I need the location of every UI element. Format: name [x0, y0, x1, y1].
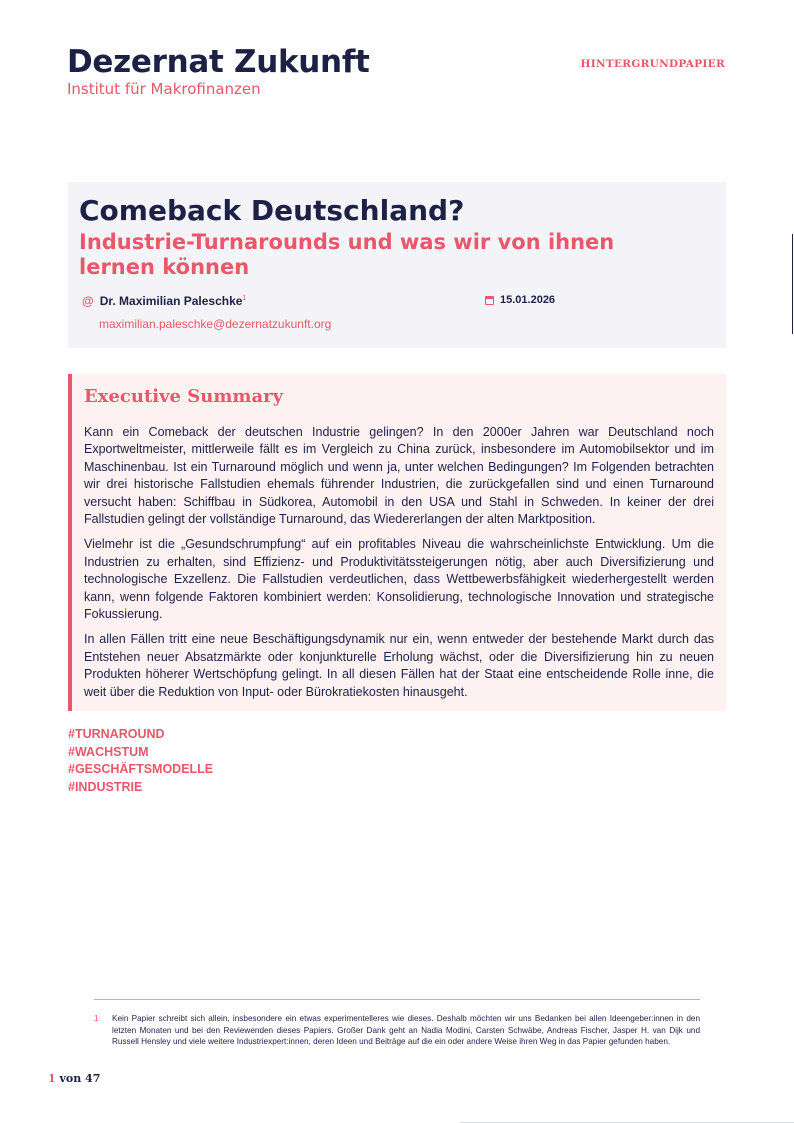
- footnote-mark[interactable]: 1: [242, 295, 247, 302]
- summary-paragraph: In allen Fällen tritt eine neue Beschäftigungsdynamik nur ein, wenn entweder der bestehende Markt durch das Entstehen neuer Absatzmärkte oder konjunkturelle Erholung wächst, oder die Diversifizierung hin zu neuen Produkten höherer Wertschöpfung gelingt. In all diesen Fällen hat der Staat eine entscheidende Rolle inne, die weit über die Reduktion von Input- oder Bürokratiekosten hinausgeht.: [84, 632, 714, 699]
- page-number: [48, 1072, 100, 1085]
- author-name: [100, 294, 247, 308]
- footnote-divider: [94, 999, 700, 1000]
- calendar-icon: [485, 296, 494, 305]
- tag-geschaeftsmodelle[interactable]: #GESCHÄFTSMODELLE: [68, 762, 214, 776]
- summary-heading: Executive Summary: [84, 386, 284, 407]
- author-email-link[interactable]: maximilian.paleschke@dezernatzukunft.org: [99, 317, 332, 331]
- date-row: [485, 294, 555, 306]
- page-title: Comeback Deutschland?: [79, 194, 465, 227]
- logo-title: Dezernat Zukunft: [67, 44, 370, 80]
- tag-turnaround[interactable]: #TURNAROUND: [68, 727, 165, 741]
- summary-body: [84, 424, 714, 709]
- page-subtitle: Industrie-Turnarounds und was wir von ihnen lernen können: [79, 230, 615, 279]
- tag-list: [68, 726, 213, 796]
- summary-paragraph: Kann ein Comeback der deutschen Industrie gelingen? In den 2000er Jahren war Deutschland noch Exportweltmeister, mittlerweile fällt es im Vergleich zu China zurück, insbesondere im Automobilsektor und im Maschinenbau. Ist ein Turnaround möglich und wenn ja, unter welchen Bedingungen? Im Folgenden betrachten wir drei historische Fallstudien ehemals führender Industrien, die zurückgefallen sind und einen Turnaround versucht haben: Schiffbau in Südkorea, Automobil in den USA und Stahl in Schweden. In keiner der drei Fallstudien gelingt der vollständige Turnaround, das Wiedererlangen der alten Marktposition.: [84, 425, 714, 527]
- tag-industrie[interactable]: #INDUSTRIE: [68, 779, 143, 794]
- executive-summary: [68, 374, 726, 711]
- author-row: [82, 294, 246, 308]
- author-name-text: Dr. Maximilian Paleschke: [99, 294, 243, 308]
- footnote: [94, 1013, 700, 1048]
- footnote-text: Kein Papier schreibt sich allein, insbesondere ein etwas experimentelleres wie dieses. Deshalb möchten wir uns Bedanken bei allen Ideengeber:innen in den letzten Monaten und bei den Reviewenden dieses Papiers. Großer Dank geht an Nadia Modini, Carsten Schwäbe, Andreas Fischer, Jasper H. van Dijk und Russell Hensley und viele weitere Industriexpert:innen, deren Ideen und Beiträge auf die ein oder andere Weise ihren Weg in das Papier gefunden haben.: [112, 1014, 700, 1046]
- footnote-number: 1: [94, 1014, 99, 1023]
- logo-subtitle: Institut für Makrofinanzen: [67, 80, 261, 98]
- summary-paragraph: Vielmehr ist die „Gesundschrumpfung“ auf ein profitables Niveau die wahrscheinlichste Entwicklung. Um die Industrien zu erhalten, sind Effizienz- und Produktivitätssteigerungen nötig, aber auch Diversifizierung und technologische Exzellenz. Die Fallstudien verdeutlichen, dass Wettbewerbsfähigkeit wiederhergestellt werden kann, wenn folgende Faktoren kombiniert werden: Konsolidierung, technologische Innovation und strategische Fokussierung.: [84, 537, 714, 622]
- document-type-label: HINTERGRUNDPAPIER: [580, 58, 725, 70]
- title-block: [68, 182, 726, 348]
- tag-wachstum[interactable]: #WACHSTUM: [68, 744, 149, 759]
- total-pages: von 47: [59, 1072, 101, 1085]
- current-page: 1: [48, 1072, 56, 1085]
- at-icon: @: [82, 294, 94, 308]
- publication-date: 15.01.2026: [500, 294, 556, 306]
- scroll-edge-marker: [792, 234, 793, 334]
